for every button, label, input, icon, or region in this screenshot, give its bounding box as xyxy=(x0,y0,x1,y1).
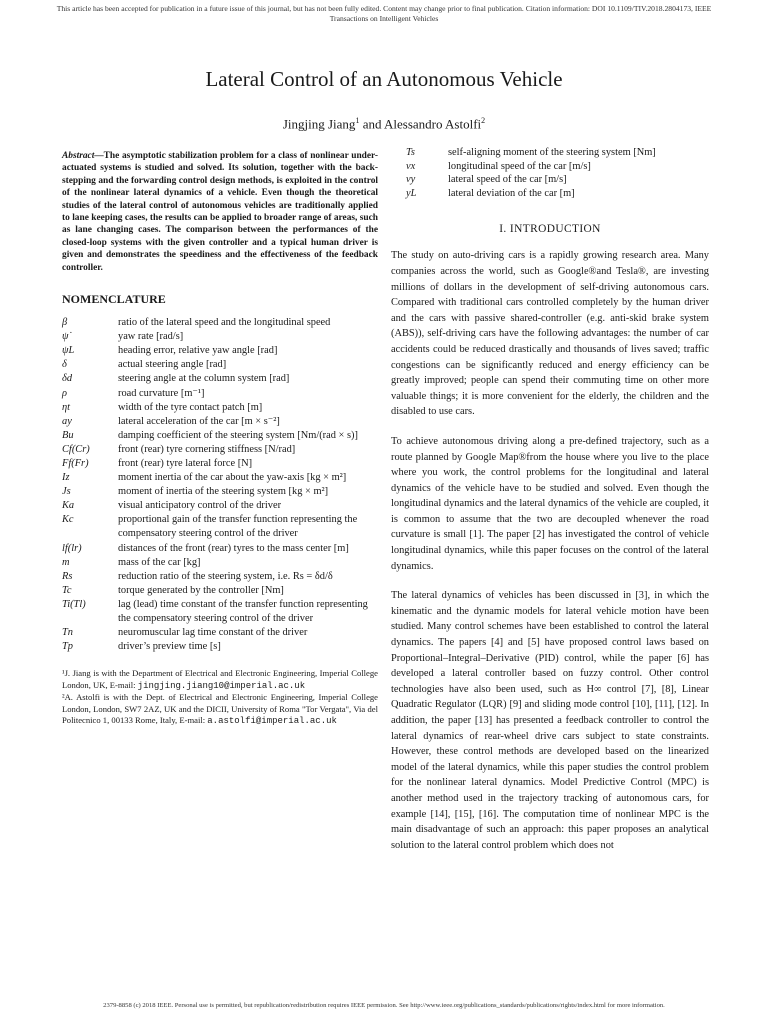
nomenclature-definition: moment inertia of the car about the yaw-axis [kg × m²] xyxy=(118,472,347,484)
introduction-heading: I. INTRODUCTION xyxy=(499,223,601,236)
nomenclature-definition: lateral speed of the car [m/s] xyxy=(448,174,567,186)
nomenclature-definition: torque generated by the controller [Nm] xyxy=(118,584,284,596)
nomenclature-symbol: Ti(Tl) xyxy=(62,598,86,610)
nomenclature-row xyxy=(62,457,378,471)
nomenclature-definition: yaw rate [rad/s] xyxy=(118,331,184,343)
nomenclature-row xyxy=(62,387,378,401)
banner-line-2: Transactions on Intelligent Vehicles xyxy=(329,14,439,23)
nomenclature-definition: actual steering angle [rad] xyxy=(118,359,227,371)
author-1: Jingjing Jiang xyxy=(282,116,356,132)
author-2-sup: 2 xyxy=(481,116,486,125)
nomenclature-symbol: ψL xyxy=(62,345,75,357)
nomenclature-definition: mass of the car [kg] xyxy=(118,556,201,568)
nomenclature-symbol: Bu xyxy=(62,429,74,441)
nomenclature-table-continued xyxy=(391,146,709,200)
nomenclature-symbol: lf(lr) xyxy=(62,542,82,554)
nomenclature-row xyxy=(62,485,378,499)
nomenclature-symbol: Tp xyxy=(62,641,73,653)
nomenclature-symbol: δ xyxy=(62,359,67,371)
nomenclature-symbol: vx xyxy=(406,160,416,172)
nomenclature-symbol: Ka xyxy=(62,500,75,512)
nomenclature-definition: reduction ratio of the steering system, i.e. Rs = δd/δ xyxy=(118,570,333,582)
nomenclature-row xyxy=(391,187,709,201)
abstract-lead: Abstract xyxy=(62,151,95,161)
abstract-text: —The asymptotic stabilization problem for a class of nonlinear under-actuated systems is studied and solved. Its solution, together with the back-stepping and the forwarding control design methods, is exploited in the control of the nonlinear lateral dynamics of a vehicle. Even though the theoretical studies of the lateral control of autonomous vehicles are traditionally applied to lane keeping cases, the results can be applied to broader range of areas, such as lane changing cases. The comparison between the performances of the closed-loop systems with the given controller and a typical human driver is given and demonstrates the speediness and the effectiveness of the feedback controller. xyxy=(62,151,378,273)
nomenclature-row xyxy=(62,330,378,344)
nomenclature-symbol: ψ̇ xyxy=(62,331,69,343)
nomenclature-row xyxy=(62,401,378,415)
author-1-sup: 1 xyxy=(355,116,360,125)
nomenclature-symbol: Kc xyxy=(62,514,74,526)
nomenclature-row xyxy=(391,160,709,174)
intro-paragraph-2: To achieve autonomous driving along a pre-defined trajectory, such as a route planned by Google Map®from the house where you live to the place where you work, the control problems for the longitudinal and lateral dynamics of the vehicle have to be studied and solved. Even though the longitudinal dynamics and the lateral dynamics of the vehicle are coupled, it is common to assume that the two are decoupled whenever the road curvature is small [1]. The paper [2] has investigated the control of vehicle longitudinal dynamics, while this paper focuses on the control of the lateral dynamics. xyxy=(391,435,709,572)
author-2: Alessandro Astolfi xyxy=(384,116,482,132)
intro-paragraph-3: The lateral dynamics of vehicles has been discussed in [3], in which the kinematic and the dynamic models for lateral vehicle motion have been studied. Many control schemes have been established to control the lateral dynamics. The papers [4] and [5] have proposed control laws based on Proportional–Integral–Derivative (PID) control, while the paper [6] has developed a lateral controller based on fuzzy control. Other control technologies have also been used, such as H∞ control [7], [8], Linear Quadratic Regulator (LQR) [9] and sliding mode control [10], [11], [12]. In addition, the paper [13] has presented a feedback controller to control the lateral dynamics of rear-wheel drive cars subject to state constraints. However, these control methods are developed based on the linearized model of the lateral dynamics, while this paper studies the control problem for the nonlinear lateral dynamics. Model Predictive Control (MPC) is another method used in the trajectory tracking of autonomous cars, for example [14], [15], [16]. The computation time of nonlinear MPC is the main disadvantage of such an approach: this paper proposes an analytical solution to the lateral control problem which does not xyxy=(391,590,709,851)
nomenclature-symbol: Iz xyxy=(62,472,70,484)
paper-title: Lateral Control of an Autonomous Vehicle xyxy=(205,67,563,91)
nomenclature-symbol: m xyxy=(62,556,70,568)
nomenclature-definition: road curvature [m⁻¹] xyxy=(118,387,205,399)
nomenclature-row xyxy=(62,626,378,640)
nomenclature-definition: damping coefficient of the steering system [Nm/(rad × s)] xyxy=(118,429,358,441)
nomenclature-definition: front (rear) tyre lateral force [N] xyxy=(118,458,253,469)
nomenclature-row xyxy=(62,570,378,584)
nomenclature-heading: NOMENCLATURE xyxy=(62,292,166,307)
nomenclature-definition: heading error, relative yaw angle [rad] xyxy=(118,345,278,357)
nomenclature-definition: ratio of the lateral speed and the longitudinal speed xyxy=(118,317,331,329)
nomenclature-definition: front (rear) tyre cornering stiffness [N/rad] xyxy=(118,443,296,455)
nomenclature-symbol: ρ xyxy=(62,387,67,399)
nomenclature-row xyxy=(62,584,378,598)
nomenclature-definition: visual anticipatory control of the driver xyxy=(118,500,282,512)
banner-line-1: This article has been accepted for publication in a future issue of this journal, but has not been fully edited. Content may change prior to final publication. Citation information: DOI 10.1109/TIV.2018.2804173, IEEE xyxy=(56,4,712,13)
top-banner xyxy=(20,4,748,24)
nomenclature-row xyxy=(62,640,378,654)
nomenclature-symbol: Cf(Cr) xyxy=(62,443,90,455)
nomenclature-definition: width of the tyre contact patch [m] xyxy=(118,401,263,413)
nomenclature-definition: proportional gain of the transfer function representing the compensatory steering control of the driver xyxy=(118,514,358,540)
nomenclature-definition: driver’s preview time [s] xyxy=(118,641,221,653)
nomenclature-symbol: Tc xyxy=(62,584,72,596)
nomenclature-row xyxy=(391,173,709,187)
nomenclature-symbol: Tn xyxy=(62,627,73,639)
nomenclature-row xyxy=(62,316,378,330)
nomenclature-row xyxy=(62,344,378,358)
nomenclature-row xyxy=(62,358,378,372)
nomenclature-row xyxy=(62,443,378,457)
abstract xyxy=(62,150,378,274)
nomenclature-symbol: Js xyxy=(62,486,71,498)
nomenclature-row xyxy=(62,471,378,485)
footnote-1 xyxy=(62,668,378,692)
nomenclature-row xyxy=(62,598,378,626)
footnote-2-text: ²A. Astolfi is with the Dept. of Electrical and Electronic Engineering, Imperial College London, London, SW7 2AZ, UK and the DICII, University of Roma "Tor Vergata", Via del Politecnico 1, 00133 Rome, Italy, E-mail: xyxy=(62,692,378,725)
nomenclature-table xyxy=(62,316,378,654)
nomenclature-symbol: vy xyxy=(406,174,416,186)
nomenclature-definition: lateral acceleration of the car [m × s⁻²] xyxy=(118,415,280,427)
nomenclature-definition: distances of the front (rear) tyres to the mass center [m] xyxy=(118,542,349,554)
nomenclature-row xyxy=(62,429,378,443)
nomenclature-row xyxy=(62,556,378,570)
nomenclature-definition: neuromuscular lag time constant of the driver xyxy=(118,627,308,639)
nomenclature-definition: steering angle at the column system [rad] xyxy=(118,373,290,385)
right-column xyxy=(391,146,709,867)
nomenclature-symbol: Rs xyxy=(62,570,73,582)
nomenclature-definition: longitudinal speed of the car [m/s] xyxy=(448,160,591,172)
left-column xyxy=(62,150,378,727)
footnote-2 xyxy=(62,692,378,727)
nomenclature-symbol: ay xyxy=(62,415,72,427)
nomenclature-symbol: Ts xyxy=(406,147,415,158)
footnotes xyxy=(62,668,378,727)
nomenclature-row xyxy=(62,513,378,541)
intro-paragraph-1: The study on auto-driving cars is a rapidly growing research area. Many companies across the world, such as Google®and Tesla®, are investing millions of dollars in the development of self-driving autonomous cars. Compared with traditional cars controlled completely by the human driver and the cars with passive shared-controller (e.g. anti-skid brake system (ABS)), self-driving cars have the following advantages: the number of car accidents could be reduced drastically and thousands of lives saved; traffic congestions can be significantly reduced and energy efficiency can be greatly improved; people can spend their commuting time on other more valuable things; it is more convenient for the elderly, the children and the disabled to use cars. xyxy=(391,250,709,418)
nomenclature-symbol: Ff(Fr) xyxy=(62,458,89,469)
author-and: and xyxy=(359,116,384,132)
nomenclature-definition: lateral deviation of the car [m] xyxy=(448,187,575,199)
footnote-1-text: ¹J. Jiang is with the Department of Electrical and Electronic Engineering, Imperial College London, UK, E-mail: xyxy=(62,668,378,690)
footnote-1-email[interactable]: jingjing.jiang10@imperial.ac.uk xyxy=(137,680,306,691)
author-line xyxy=(0,113,768,132)
footer-copyright: 2379-8858 (c) 2018 IEEE. Personal use is permitted, but republication/redistribution requires IEEE permission. See http://www.ieee.org/publications_standards/publications/rights/index.html for more information. xyxy=(103,1002,665,1009)
nomenclature-row xyxy=(391,146,709,160)
nomenclature-definition: moment of inertia of the steering system [kg × m²] xyxy=(118,486,329,498)
footnote-2-email[interactable]: a.astolfi@imperial.ac.uk xyxy=(207,715,337,726)
nomenclature-symbol: δd xyxy=(62,373,73,385)
nomenclature-row xyxy=(62,415,378,429)
nomenclature-symbol: ηt xyxy=(62,401,71,413)
nomenclature-row xyxy=(62,372,378,386)
nomenclature-definition: self-aligning moment of the steering system [Nm] xyxy=(448,147,656,158)
nomenclature-row xyxy=(62,542,378,556)
nomenclature-definition: lag (lead) time constant of the transfer function representing the compensatory steering control of the driver xyxy=(118,598,368,625)
nomenclature-symbol: yL xyxy=(406,187,417,199)
nomenclature-row xyxy=(62,499,378,513)
nomenclature-symbol: β xyxy=(62,317,68,329)
